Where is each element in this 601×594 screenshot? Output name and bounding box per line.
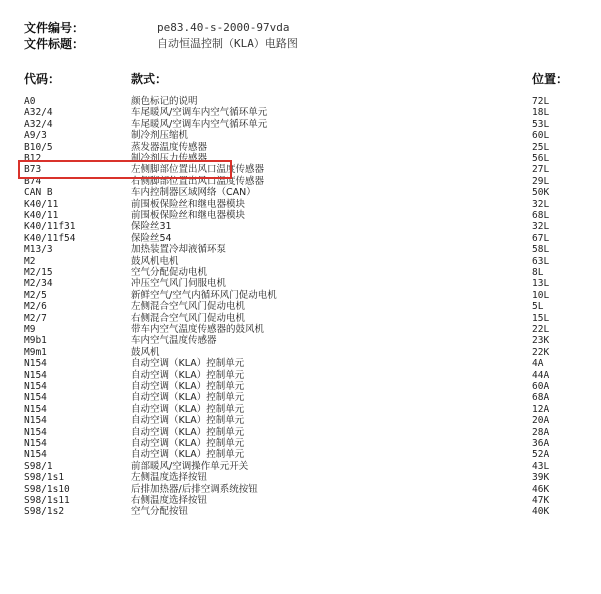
- row-description: 车尾暖风/空调车内空气循环单元: [131, 118, 268, 130]
- row-code: B12: [24, 153, 42, 164]
- row-position: 25L: [532, 141, 550, 153]
- table-row: [0, 301, 601, 312]
- row-description: 自动空调（KLA）控制单元: [131, 438, 245, 449]
- row-position: 13L: [532, 278, 550, 290]
- row-description: 车内空气温度传感器: [131, 335, 217, 347]
- row-position: 36A: [532, 438, 550, 449]
- row-description: 空气分配按钮: [131, 506, 189, 518]
- row-position: 39K: [532, 472, 550, 484]
- row-code: K40/11: [24, 198, 59, 210]
- row-position: 63L: [532, 255, 550, 267]
- row-position: 32L: [532, 221, 550, 233]
- row-description: 左侧脚部位置出风口温度传感器: [131, 164, 265, 176]
- row-code: M2/7: [24, 312, 47, 324]
- table-row: [0, 267, 601, 278]
- row-position: 27L: [532, 164, 550, 176]
- row-position: 23K: [532, 335, 550, 347]
- row-description: 空气分配促动电机: [131, 267, 208, 278]
- row-description: 后排加热器/后排空调系统按钮: [131, 483, 258, 495]
- table-row: [0, 358, 601, 369]
- row-position: 52A: [532, 449, 550, 461]
- row-position: 22K: [532, 346, 550, 358]
- row-position: 5L: [532, 301, 544, 313]
- table-row: [0, 438, 601, 449]
- row-code: N154: [24, 403, 47, 415]
- row-position: 47K: [532, 495, 550, 506]
- row-position: 20A: [532, 415, 550, 427]
- row-description: 自动空调（KLA）控制单元: [131, 415, 245, 427]
- row-description: 自动空调（KLA）控制单元: [131, 426, 245, 438]
- table-row: [0, 484, 601, 495]
- row-position: 60L: [532, 130, 550, 142]
- row-description: 自动空调（KLA）控制单元: [131, 403, 245, 415]
- table-row: [0, 233, 601, 244]
- column-header-pos: 位置：: [532, 72, 569, 86]
- row-code: B74: [24, 175, 42, 187]
- row-code: M9: [24, 324, 36, 335]
- row-position: 56L: [532, 153, 550, 164]
- table-row: [0, 313, 601, 324]
- table-row: [0, 370, 601, 381]
- row-code: N154: [24, 415, 47, 427]
- row-code: S98/1s1: [24, 472, 65, 484]
- row-description: 右侧温度选择按钮: [131, 495, 208, 506]
- table-row: [0, 130, 601, 141]
- row-code: B73: [24, 164, 42, 176]
- row-position: 68A: [532, 392, 550, 404]
- row-code: M2: [24, 255, 36, 267]
- row-description: 保险丝31: [131, 221, 172, 233]
- row-description: 前围板保险丝和继电器模块: [131, 210, 246, 221]
- doc-number-label: 文件编号：: [24, 21, 85, 35]
- row-code: M2/6: [24, 301, 47, 313]
- row-position: 22L: [532, 324, 550, 335]
- row-code: M13/3: [24, 244, 53, 256]
- table-row: [0, 142, 601, 153]
- table-row: [0, 381, 601, 392]
- row-code: N154: [24, 449, 47, 461]
- table-row: [0, 506, 601, 517]
- table-row: [0, 427, 601, 438]
- table-row: [0, 290, 601, 301]
- row-code: S98/1s10: [24, 483, 70, 495]
- row-description: 右侧混合空气风门促动电机: [131, 312, 246, 324]
- table-row: [0, 210, 601, 221]
- row-description: 左侧温度选择按钮: [131, 472, 208, 484]
- row-position: 44A: [532, 369, 550, 381]
- row-code: N154: [24, 392, 47, 404]
- table-row: [0, 461, 601, 472]
- row-code: K40/11f31: [24, 221, 76, 233]
- row-description: 鼓风机电机: [131, 255, 179, 267]
- table-row: [0, 244, 601, 255]
- row-code: K40/11: [24, 210, 59, 221]
- row-code: M9b1: [24, 335, 47, 347]
- row-code: S98/1: [24, 460, 53, 472]
- row-code: A32/4: [24, 118, 53, 130]
- table-row: [0, 221, 601, 232]
- row-description: 自动空调（KLA）控制单元: [131, 381, 245, 392]
- row-description: 自动空调（KLA）控制单元: [131, 449, 245, 461]
- row-code: M2/34: [24, 278, 53, 290]
- row-description: 带车内空气温度传感器的鼓风机: [131, 324, 265, 335]
- row-code: A0: [24, 96, 36, 107]
- row-description: 自动空调（KLA）控制单元: [131, 358, 245, 370]
- row-code: B10/5: [24, 141, 53, 153]
- row-position: 4A: [532, 358, 544, 370]
- row-description: 保险丝54: [131, 232, 172, 244]
- row-position: 50K: [532, 187, 550, 199]
- table-row: [0, 199, 601, 210]
- table-row: [0, 415, 601, 426]
- row-code: A9/3: [24, 130, 47, 142]
- table-row: [0, 392, 601, 403]
- row-position: 15L: [532, 312, 550, 324]
- table-row: [0, 96, 601, 107]
- table-row: [0, 107, 601, 118]
- table-row: [0, 335, 601, 346]
- row-position: 12A: [532, 403, 550, 415]
- doc-title-value: 自动恒温控制（KLA）电路图: [157, 37, 298, 50]
- row-description: 前部暖风/空调操作单元开关: [131, 460, 249, 472]
- table-row: [0, 495, 601, 506]
- row-position: 43L: [532, 460, 550, 472]
- row-description: 自动空调（KLA）控制单元: [131, 392, 245, 404]
- row-position: 8L: [532, 267, 544, 278]
- row-position: 72L: [532, 96, 550, 107]
- row-code: A32/4: [24, 107, 53, 119]
- row-position: 28A: [532, 426, 550, 438]
- table-row: [0, 449, 601, 460]
- table-row: [0, 278, 601, 289]
- doc-title-label: 文件标题：: [24, 37, 85, 51]
- row-description: 加热装置冷却液循环泵: [131, 244, 227, 256]
- row-code: CAN B: [24, 187, 53, 199]
- table-row: [0, 187, 601, 198]
- row-description: 前围板保险丝和继电器模块: [131, 198, 246, 210]
- row-position: 32L: [532, 198, 550, 210]
- table-row: [0, 153, 601, 164]
- row-description: 新鲜空气/空气内循环风门促动电机: [131, 289, 277, 301]
- row-description: 右侧脚部位置出风口温度传感器: [131, 175, 265, 187]
- table-row: [0, 256, 601, 267]
- row-position: 67L: [532, 232, 550, 244]
- row-position: 29L: [532, 175, 550, 187]
- row-code: M9m1: [24, 346, 47, 358]
- row-description: 制冷剂压力传感器: [131, 153, 208, 164]
- table-row: [0, 324, 601, 335]
- row-code: S98/1s11: [24, 495, 70, 506]
- row-code: S98/1s2: [24, 506, 65, 518]
- row-code: N154: [24, 381, 47, 392]
- row-position: 53L: [532, 118, 550, 130]
- row-code: M2/15: [24, 267, 53, 278]
- row-position: 10L: [532, 289, 550, 301]
- row-code: K40/11f54: [24, 232, 76, 244]
- row-position: 60A: [532, 381, 550, 392]
- row-code: N154: [24, 358, 47, 370]
- row-description: 冲压空气风门伺服电机: [131, 278, 227, 290]
- row-position: 68L: [532, 210, 550, 221]
- row-description: 车内控制器区域网络（CAN）: [131, 187, 256, 199]
- column-header-code: 代码：: [24, 72, 61, 86]
- table-row: [0, 472, 601, 483]
- row-description: 制冷剂压缩机: [131, 130, 189, 142]
- row-position: 18L: [532, 107, 550, 119]
- table-row: [0, 347, 601, 358]
- row-position: 58L: [532, 244, 550, 256]
- doc-number-value: pe83.40-s-2000-97vda: [157, 21, 290, 34]
- row-code: N154: [24, 426, 47, 438]
- table-row: [0, 119, 601, 130]
- row-code: M2/5: [24, 289, 47, 301]
- table-row: [0, 164, 601, 175]
- row-code: N154: [24, 438, 47, 449]
- table-row: [0, 176, 601, 187]
- row-description: 车尾暖风/空调车内空气循环单元: [131, 107, 268, 119]
- row-code: N154: [24, 369, 47, 381]
- column-header-desc: 款式：: [131, 72, 168, 86]
- row-position: 46K: [532, 483, 550, 495]
- table-row: [0, 404, 601, 415]
- row-description: 蒸发器温度传感器: [131, 141, 208, 153]
- row-description: 鼓风机: [131, 346, 160, 358]
- row-description: 左侧混合空气风门促动电机: [131, 301, 246, 313]
- row-description: 自动空调（KLA）控制单元: [131, 369, 245, 381]
- row-description: 颜色标记的说明: [131, 96, 198, 107]
- row-position: 40K: [532, 506, 550, 518]
